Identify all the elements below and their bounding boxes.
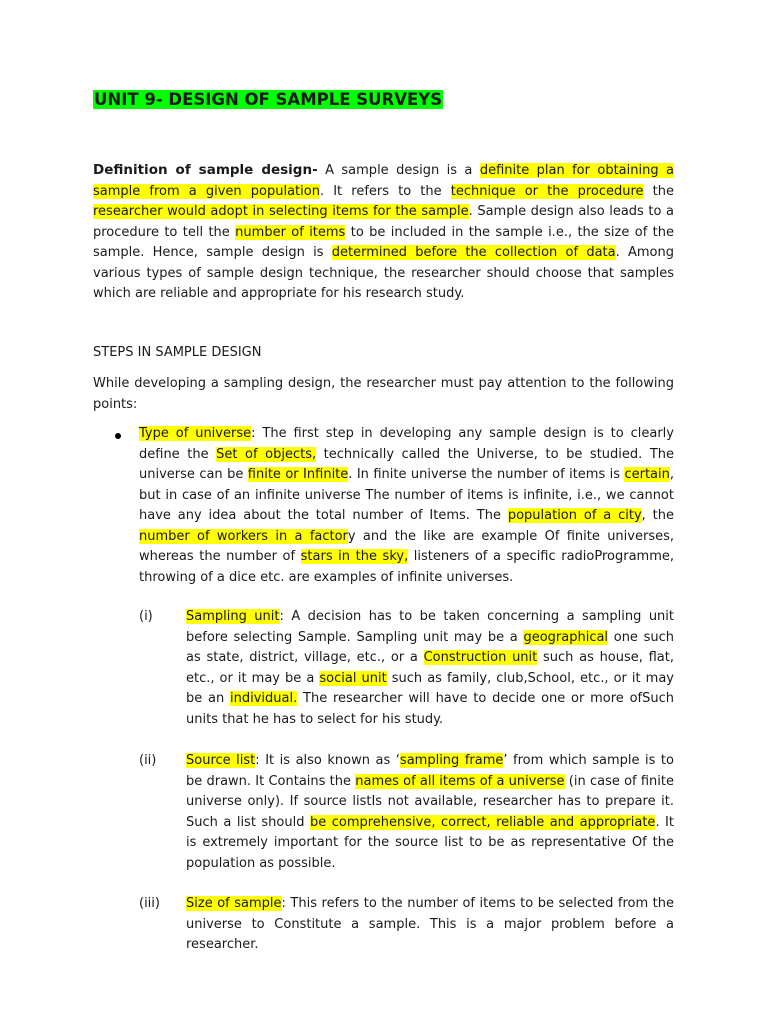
steps-intro: While developing a sampling design, the researcher must pay attention to the following points: (93, 376, 674, 412)
body-text: , but in case of an infinite universe The number of items is infinite, i.e., we cannot have any idea about the total number of Items. The (139, 467, 675, 523)
body-text: (in case of finite universe only). If source listIs not available, researcher has to prepare it. Such a list should (186, 773, 674, 830)
body-text: : It is also known as ‘ (255, 753, 400, 768)
bullet-type-of-universe (139, 424, 674, 588)
body-text: ’ from which sample is to be drawn. It Contains the (186, 753, 674, 789)
body-text: . It is extremely important for the source list to be as representative Of the population as possible. (186, 814, 674, 871)
highlighted-text: Set of objects, (216, 446, 317, 462)
highlighted-text: determined before the collection of data (331, 245, 616, 260)
highlighted-text: names of all items of a universe (355, 773, 565, 789)
body-text: y and the like are example Of finite universes, whereas the number of (139, 528, 674, 564)
body-text: . Sample design also leads to a procedure to tell the (93, 204, 674, 240)
highlighted-text: number of workers in a factor (139, 528, 348, 544)
body-text: the (643, 183, 675, 199)
highlighted-text: individual. (230, 691, 298, 706)
body-text: : This refers to the number of items to be selected from the universe to Constitute a sample. This is a major problem before a researcher. (186, 896, 675, 952)
body-text: such as house, flat, etc., or it may be a (186, 650, 675, 686)
highlighted-text: definite plan for obtaining a sample from a given population (93, 163, 674, 199)
highlighted-text: social unit (319, 670, 387, 686)
bullet-icon (115, 433, 121, 439)
item-number-i: (i) (139, 609, 153, 624)
body-text: listeners of a specific radioProgramme, throwing of a dice etc. are examples of infinite universes. (139, 549, 675, 585)
body-text: . It refers to the (319, 183, 451, 199)
item-sampling-unit (186, 607, 674, 730)
item-source-list (186, 751, 674, 874)
highlighted-text: Source list (186, 753, 256, 768)
highlighted-text: technique or the procedure (450, 183, 644, 199)
highlighted-text: Sampling unit (186, 609, 280, 624)
item-size-of-sample (186, 894, 674, 956)
body-text: technically called the Universe, to be studied. The universe can be (139, 446, 675, 482)
body-text: . In finite universe the number of items is (348, 467, 625, 482)
body-text: : A decision has to be taken concerning a sampling unit before selecting Sample. Sampling unit may be a (186, 609, 675, 645)
body-text: : The first step in developing any sample design is to clearly define the (139, 426, 674, 462)
definition-paragraph (93, 160, 674, 305)
unit-title-text: UNIT 9- DESIGN OF SAMPLE SURVEYS (94, 90, 443, 109)
highlighted-text: geographical (523, 629, 609, 645)
item-number-ii: (ii) (139, 753, 157, 768)
highlighted-text: researcher would adopt in selecting items for the sample (93, 204, 469, 219)
highlighted-text: population of a city (507, 508, 642, 523)
highlighted-text: Size of sample (186, 896, 282, 911)
body-text: A sample design is a (317, 163, 480, 178)
highlighted-text: number of items (235, 224, 346, 240)
steps-heading: STEPS IN SAMPLE DESIGN (93, 345, 262, 360)
unit-title (93, 89, 443, 111)
highlighted-text: stars in the sky, (300, 549, 409, 564)
body-text: one such as state, district, village, etc., or a (186, 629, 675, 665)
highlighted-text: certain (624, 467, 670, 482)
highlighted-text: be comprehensive, correct, reliable and appropriate (309, 814, 656, 830)
body-text: such as family, club,School, etc., or it may be an (186, 670, 675, 706)
definition-body (93, 163, 674, 301)
body-text: to be included in the sample i.e., the size of the sample. Hence, sample design is (93, 224, 674, 260)
highlighted-text: sampling frame (399, 753, 504, 768)
highlighted-text: Type of universe (139, 426, 252, 441)
highlighted-text: Construction unit (423, 650, 538, 665)
highlighted-text: finite or Infinite (247, 467, 349, 482)
definition-lead: Definition of sample design- (93, 162, 318, 178)
body-text: . Among various types of sample design technique, the researcher should choose that samples which are reliable and appropriate for his research study. (93, 245, 674, 301)
item-number-iii: (iii) (139, 896, 160, 911)
body-text: The researcher will have to decide one or more ofSuch units that he has to select for his study. (186, 691, 674, 727)
body-text: , the (641, 508, 674, 523)
